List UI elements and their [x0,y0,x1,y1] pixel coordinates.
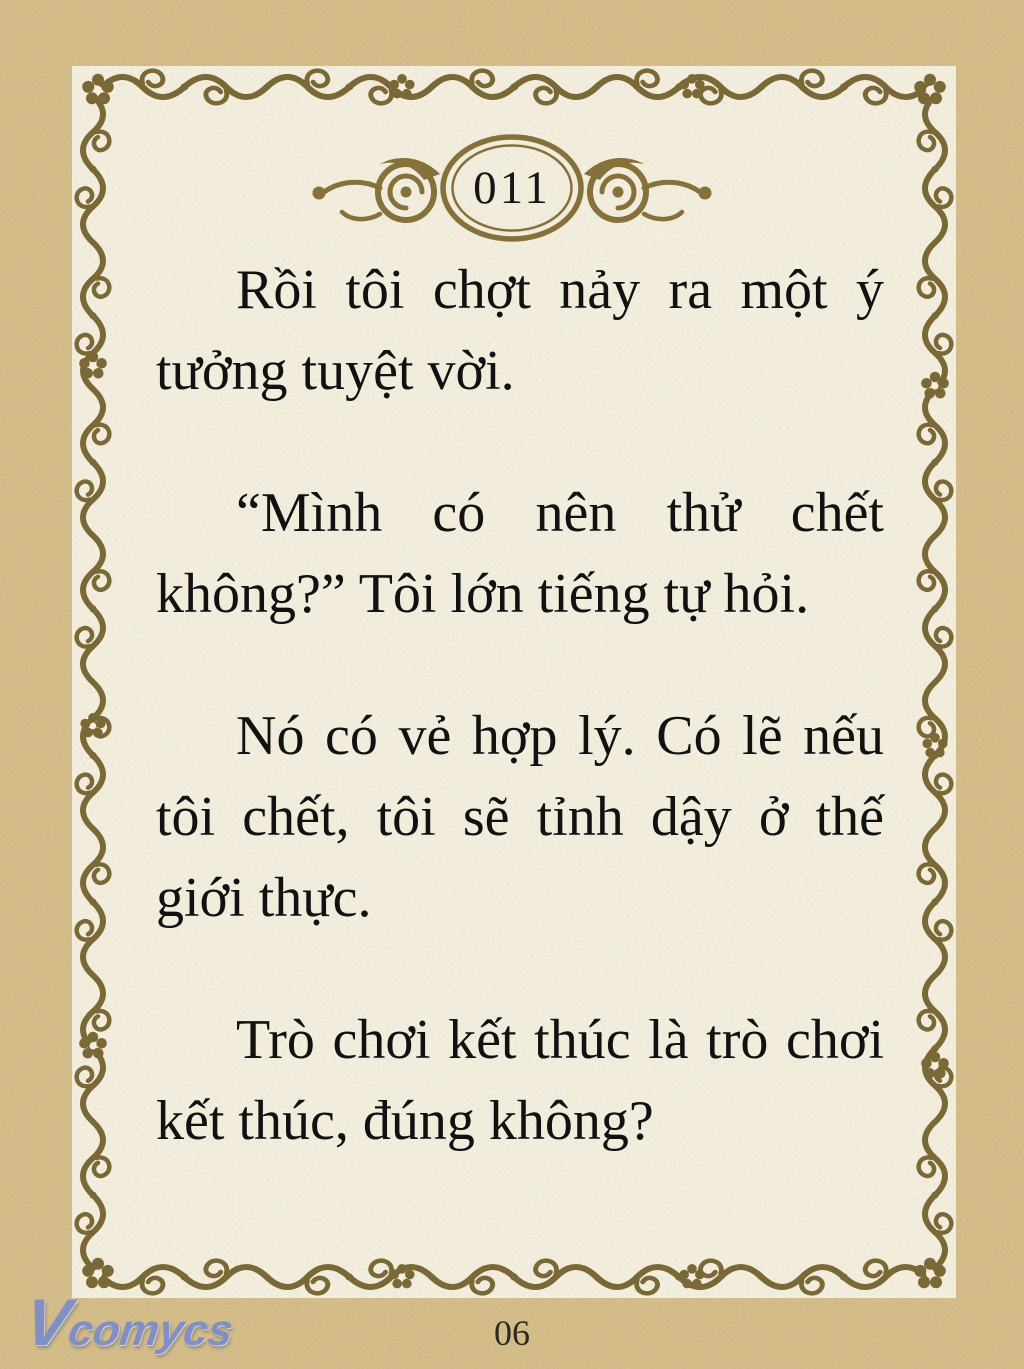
chapter-number: 011 [473,162,551,214]
paragraph: “Mình có nên thử chết không?” Tôi lớn tiếng tự hỏi. [156,482,884,625]
page-number: 06 [494,1313,530,1353]
paragraph: Rồi tôi chợt nảy ra một ý tưởng tuyệt vời. [156,259,884,402]
watermark-logo: Vcomycs [20,1285,237,1359]
paragraph: Trò chơi kết thúc là trò chơi kết thúc, đúng không? [156,1009,884,1152]
story-text [156,250,884,1223]
paragraph: Nó có vẻ hợp lý. Có lẽ nếu tôi chết, tôi sẽ tỉnh dậy ở thế giới thực. [156,705,884,929]
